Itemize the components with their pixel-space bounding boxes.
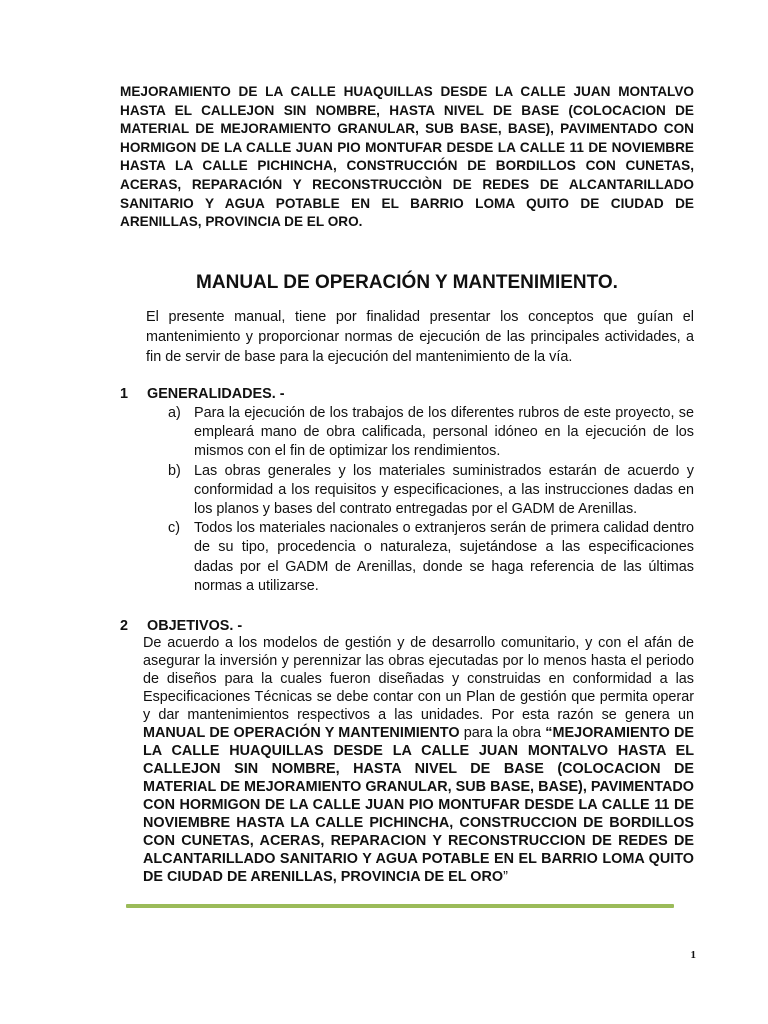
objetivos-mid-text: para la obra xyxy=(459,725,546,741)
list-item-text: Para la ejecución de los trabajos de los diferentes rubros de este proyecto, se empleará mano de obra calificada, personal idóneo en la ejecución de los mismos con el fin de optimizar los rendimientos. xyxy=(194,405,694,460)
list-item xyxy=(168,462,694,520)
section-number: 2 xyxy=(120,618,129,634)
section-title: OBJETIVOS. - xyxy=(147,618,243,634)
footer-divider xyxy=(126,904,674,908)
section-title: GENERALIDADES. - xyxy=(147,386,285,402)
list-marker: c) xyxy=(168,520,180,537)
closing-quote: ” xyxy=(503,869,508,885)
manual-name-bold: MANUAL DE OPERACIÓN Y MANTENIMIENTO xyxy=(143,725,460,741)
list-item xyxy=(168,519,694,596)
objetivos-intro-text: De acuerdo a los modelos de gestión y de desarrollo comunitario, y con el afán de asegurar la inversión y perennizar las obras ejecutadas por lo menos hasta el periodo de diseños para la cuales fueron diseñadas y construidas en conformidad a las Especificaciones Técnicas se debe contar con un Plan de gestión que permita operar y dar mantenimientos respectivos a las unidades. Por esta razón se genera un xyxy=(143,635,694,723)
project-name-bold: “MEJORAMIENTO DE LA CALLE HUAQUILLAS DESDE LA CALLE JUAN MONTALVO HASTA EL CALLEJON SIN NOMBRE, HASTA NIVEL DE BASE (COLOCACION DE MATERIAL DE MEJORAMIENTO GRANULAR, SUB BASE, BASE), PAVIMENTADO CON HORMIGON DE LA CALLE JUAN PIO MONTUFAR DESDE LA CALLE 11 DE NOVIEMBRE HASTA LA CALLE PICHINCHA, CONSTRUCCION DE BORDILLOS CON CUNETAS, ACERAS, REPARACION Y RECONSTRUCCION DE REDES DE ALCANTARILLADO SANITARIO Y AGUA POTABLE EN EL BARRIO LOMA QUITO DE CIUDAD DE ARENILLAS, PROVINCIA DE EL ORO xyxy=(143,725,694,885)
objetivos-paragraph xyxy=(143,634,694,886)
page-number: 1 xyxy=(690,949,696,961)
project-title: MEJORAMIENTO DE LA CALLE HUAQUILLAS DESDE LA CALLE JUAN MONTALVO HASTA EL CALLEJON SIN NOMBRE, HASTA NIVEL DE BASE (COLOCACION DE MATERIAL DE MEJORAMIENTO GRANULAR, SUB BASE, BASE), PAVIMENTADO CON HORMIGON DE LA CALLE JUAN PIO MONTUFAR DESDE LA CALLE 11 DE NOVIEMBRE HASTA LA CALLE PICHINCHA, CONSTRUCCIÓN DE BORDILLOS CON CUNETAS, ACERAS, REPARACIÓN Y RECONSTRUCCIÒN DE REDES DE ALCANTARILLADO SANITARIO Y AGUA POTABLE EN EL BARRIO LOMA QUITO DE CIUDAD DE ARENILLAS, PROVINCIA DE EL ORO. xyxy=(120,84,694,230)
list-marker: b) xyxy=(168,462,181,479)
list-item-text: Las obras generales y los materiales suministrados estarán de acuerdo y conformidad a los requisitos y especificaciones, a las instrucciones dadas en los planos y bases del contrato entregadas por el GADM de Arenillas. xyxy=(194,462,694,518)
intro-paragraph: El presente manual, tiene por finalidad presentar los conceptos que guían el mantenimiento y proporcionar normas de ejecución de las principales actividades, a fin de servir de base para la ejecución del mantenimiento de la vía. xyxy=(146,309,694,365)
manual-heading: MANUAL DE OPERACIÓN Y MANTENIMIENTO. xyxy=(196,272,618,293)
generalidades-list xyxy=(168,404,694,596)
section-objetivos-heading xyxy=(120,616,242,636)
list-item-text: Todos los materiales nacionales o extranjeros serán de primera calidad dentro de su tipo, procedencia o naturaleza, sujetándose a las especificaciones dadas por el GADM de Arenillas, donde se haga referencia de las últimas normas a utilizarse. xyxy=(194,520,694,594)
list-marker: a) xyxy=(168,405,181,421)
section-generalidades-heading xyxy=(120,384,285,404)
section-number: 1 xyxy=(120,386,129,402)
list-item xyxy=(168,404,694,462)
